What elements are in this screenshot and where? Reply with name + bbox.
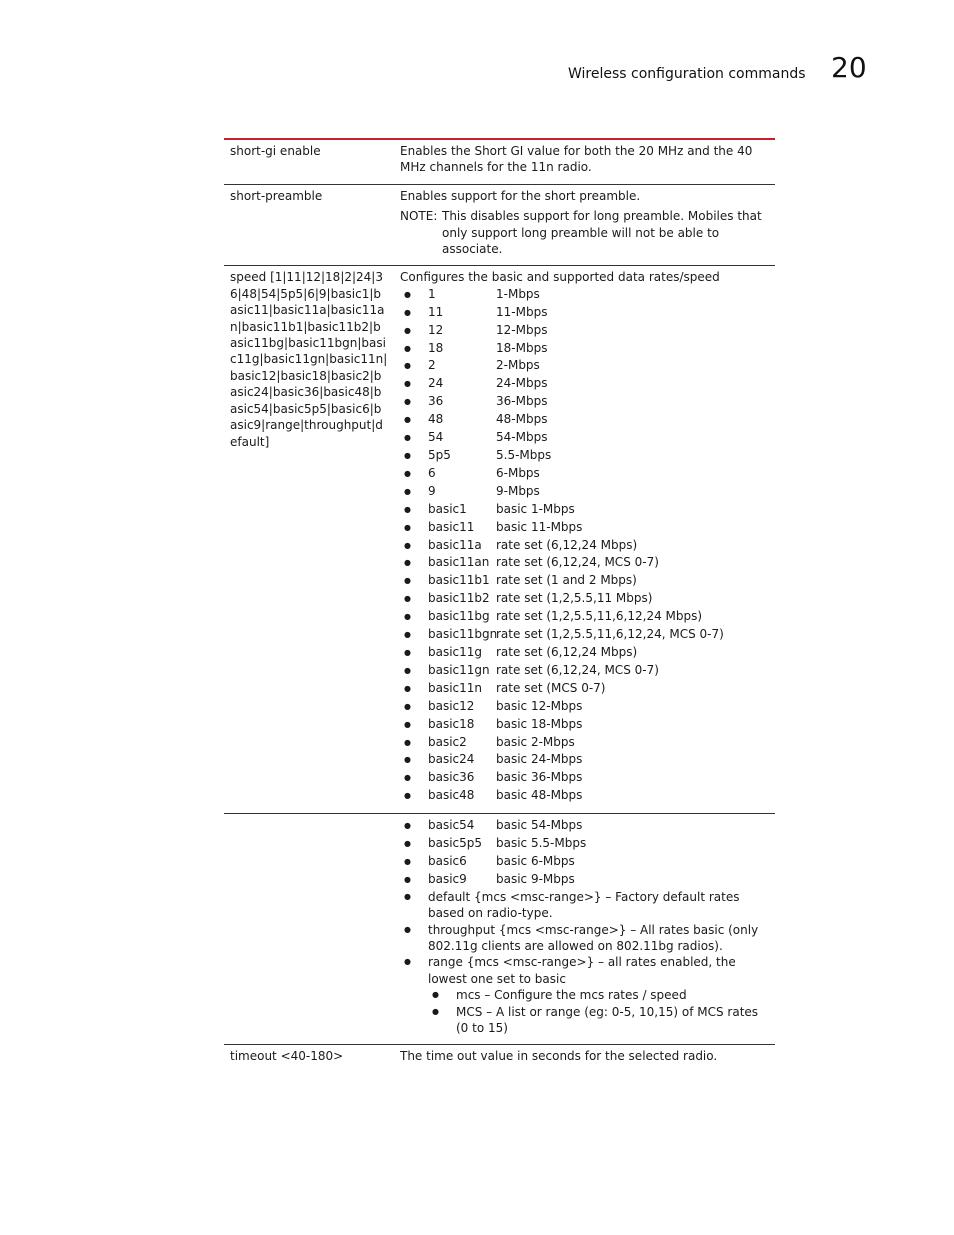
list-item: [400, 769, 769, 787]
rate-desc: basic 36-Mbps: [496, 770, 583, 785]
rate-code: 36: [428, 394, 444, 409]
rate-code: basic11bg: [428, 609, 490, 624]
list-item: [400, 286, 769, 304]
rate-code: 18: [428, 340, 444, 355]
list-item: [400, 357, 769, 375]
rate-code: basic11an: [428, 555, 490, 570]
param-cell: short-preamble: [230, 188, 323, 203]
note-text: This disables support for long preamble. Mobiles that only support long preamble will not be able to associate.: [442, 209, 762, 257]
desc-text: Enables support for the short preamble.: [400, 188, 641, 203]
list-item: [400, 751, 769, 769]
desc-text: Configures the basic and supported data rates/speed: [400, 270, 720, 285]
table-row: [224, 814, 775, 1045]
rate-desc: 11-Mbps: [496, 304, 548, 319]
rate-code: basic11g: [428, 644, 483, 659]
sub-list: [428, 987, 769, 1003]
rate-code: basic2: [428, 734, 467, 749]
rate-desc: 12-Mbps: [496, 322, 548, 337]
list-item: [400, 554, 769, 572]
list-item: [400, 835, 769, 853]
list-item: [400, 537, 769, 555]
list-item: [400, 716, 769, 734]
list-item: [400, 429, 769, 447]
rate-desc: 1-Mbps: [496, 286, 540, 301]
list-item: [400, 304, 769, 322]
rate-code: basic11: [428, 519, 475, 534]
option-list: [400, 889, 769, 987]
param-cell: timeout <40-180>: [230, 1049, 344, 1064]
param-cell: [224, 814, 394, 1044]
rate-desc: rate set (1 and 2 Mbps): [496, 573, 637, 588]
list-item: [400, 375, 769, 393]
rate-code: basic6: [428, 853, 467, 868]
table-row: [224, 266, 775, 814]
rate-code: basic48: [428, 788, 475, 803]
rate-desc: basic 1-Mbps: [496, 501, 575, 516]
list-item: ● MCS – A list or range (eg: 0-5, 10,15) of MCS rates (0 to 15): [428, 1004, 769, 1037]
rate-code: basic11b1: [428, 573, 490, 588]
rate-desc: rate set (1,2,5.5,11 Mbps): [496, 591, 653, 606]
desc-cell: Enables the Short GI value for both the 20 MHz and the 40 MHz channels for the 11n radio.: [400, 144, 753, 175]
rate-code: basic11b2: [428, 591, 490, 606]
sub-sub-list: [428, 1004, 769, 1037]
list-item: ● throughput {mcs <msc-range>} – All rates basic (only 802.11g clients are allowed on 802.11bg radios).: [400, 922, 769, 955]
rate-code: basic24: [428, 752, 475, 767]
rate-code: 2: [428, 358, 436, 373]
desc-cell: [394, 266, 775, 813]
list-item: [400, 644, 769, 662]
rate-desc: 5.5-Mbps: [496, 448, 552, 462]
list-item: [400, 680, 769, 698]
rate-code: basic1: [428, 501, 467, 516]
rate-code: basic36: [428, 770, 475, 785]
list-item: [400, 787, 769, 805]
desc-cell: The time out value in seconds for the selected radio.: [400, 1049, 718, 1064]
list-item: [400, 572, 769, 590]
list-item: [400, 501, 769, 519]
list-item: [400, 626, 769, 644]
rate-desc: 9-Mbps: [496, 483, 540, 498]
rate-code: basic9: [428, 871, 467, 886]
rate-code: basic5p5: [428, 836, 483, 851]
rate-desc: basic 11-Mbps: [496, 519, 583, 534]
table-row: [224, 1045, 775, 1072]
rate-code: 12: [428, 322, 444, 337]
rate-desc: rate set (6,12,24 Mbps): [496, 644, 638, 659]
rate-desc: rate set (MCS 0-7): [496, 680, 606, 695]
rate-code: 5p5: [428, 448, 451, 462]
rate-desc: basic 5.5-Mbps: [496, 836, 587, 851]
rate-desc: 54-Mbps: [496, 430, 548, 445]
rate-code: 9: [428, 483, 436, 498]
rate-desc: basic 6-Mbps: [496, 853, 575, 868]
list-item: [400, 853, 769, 871]
rate-code: basic11n: [428, 680, 483, 695]
list-item: [400, 698, 769, 716]
rate-code: basic11gn: [428, 662, 490, 677]
desc-cell: [394, 814, 775, 1044]
list-item: [400, 817, 769, 835]
list-item: [400, 590, 769, 608]
rate-desc: rate set (6,12,24, MCS 0-7): [496, 555, 659, 570]
list-item: [400, 322, 769, 340]
list-item: [400, 340, 769, 358]
rate-desc: 2-Mbps: [496, 358, 540, 373]
list-item: [400, 871, 769, 889]
rate-code: basic11bgn: [428, 627, 498, 642]
list-item: [400, 393, 769, 411]
rate-code: 54: [428, 430, 444, 445]
rate-code: 48: [428, 412, 444, 427]
list-item: [400, 662, 769, 680]
header-title: Wireless configuration commands: [568, 66, 806, 82]
rate-desc: rate set (1,2,5.5,11,6,12,24 Mbps): [496, 609, 703, 624]
rate-code: 11: [428, 304, 444, 319]
rate-list: [400, 286, 769, 805]
rate-code: basic12: [428, 698, 475, 713]
chapter-number: 20: [831, 51, 867, 84]
param-text: speed [1|11|12|18|2|24|36|48|54|5p5|6|9|basic1|basic11|basic11a|basic11an|basic11b1|basic11b2|basic11bg|basic11bgn|basic11g|basic11gn|basic11n|basic12|basic18|basic2|basic24|basic36|basic48|basic54|basic5p5|basic6|basic9|range|throughput|default]: [230, 270, 388, 449]
rate-code: 6: [428, 465, 436, 480]
rate-desc: basic 24-Mbps: [496, 752, 583, 767]
note: [400, 208, 769, 257]
table-row: [224, 185, 775, 267]
rate-desc: 24-Mbps: [496, 376, 548, 391]
command-table: [224, 138, 775, 1073]
list-item: [400, 734, 769, 752]
rate-desc: rate set (6,12,24 Mbps): [496, 537, 638, 552]
rate-code: basic18: [428, 716, 475, 731]
rate-code: basic54: [428, 818, 475, 833]
param-cell: [224, 266, 394, 813]
rate-desc: basic 48-Mbps: [496, 788, 583, 803]
rate-desc: 18-Mbps: [496, 340, 548, 355]
param-cell: short-gi enable: [230, 144, 321, 158]
list-item: ● mcs – Configure the mcs rates / speed: [428, 987, 769, 1003]
note-label: NOTE:: [400, 209, 438, 224]
rate-code: 1: [428, 286, 436, 301]
rate-desc: basic 2-Mbps: [496, 734, 575, 749]
list-item: [400, 608, 769, 626]
rate-desc: rate set (1,2,5.5,11,6,12,24, MCS 0-7): [496, 627, 724, 642]
rate-desc: rate set (6,12,24, MCS 0-7): [496, 662, 659, 677]
list-item: [400, 411, 769, 429]
rate-desc: 48-Mbps: [496, 412, 548, 427]
list-item: [400, 447, 769, 465]
rate-desc: basic 12-Mbps: [496, 698, 583, 713]
rate-desc: 36-Mbps: [496, 394, 548, 409]
rate-desc: basic 18-Mbps: [496, 716, 583, 731]
rate-code: basic11a: [428, 537, 482, 552]
list-item: ● range {mcs <msc-range>} – all rates enabled, the lowest one set to basic: [400, 954, 769, 987]
rate-code: 24: [428, 376, 444, 391]
rate-desc: basic 54-Mbps: [496, 818, 583, 833]
rate-list: [400, 817, 769, 889]
list-item: ● default {mcs <msc-range>} – Factory default rates based on radio-type.: [400, 889, 769, 922]
list-item: [400, 483, 769, 501]
rate-desc: basic 9-Mbps: [496, 871, 575, 886]
list-item: [400, 465, 769, 483]
list-item: [400, 519, 769, 537]
table-row: [224, 140, 775, 185]
desc-cell: [394, 185, 775, 266]
rate-desc: 6-Mbps: [496, 465, 540, 480]
